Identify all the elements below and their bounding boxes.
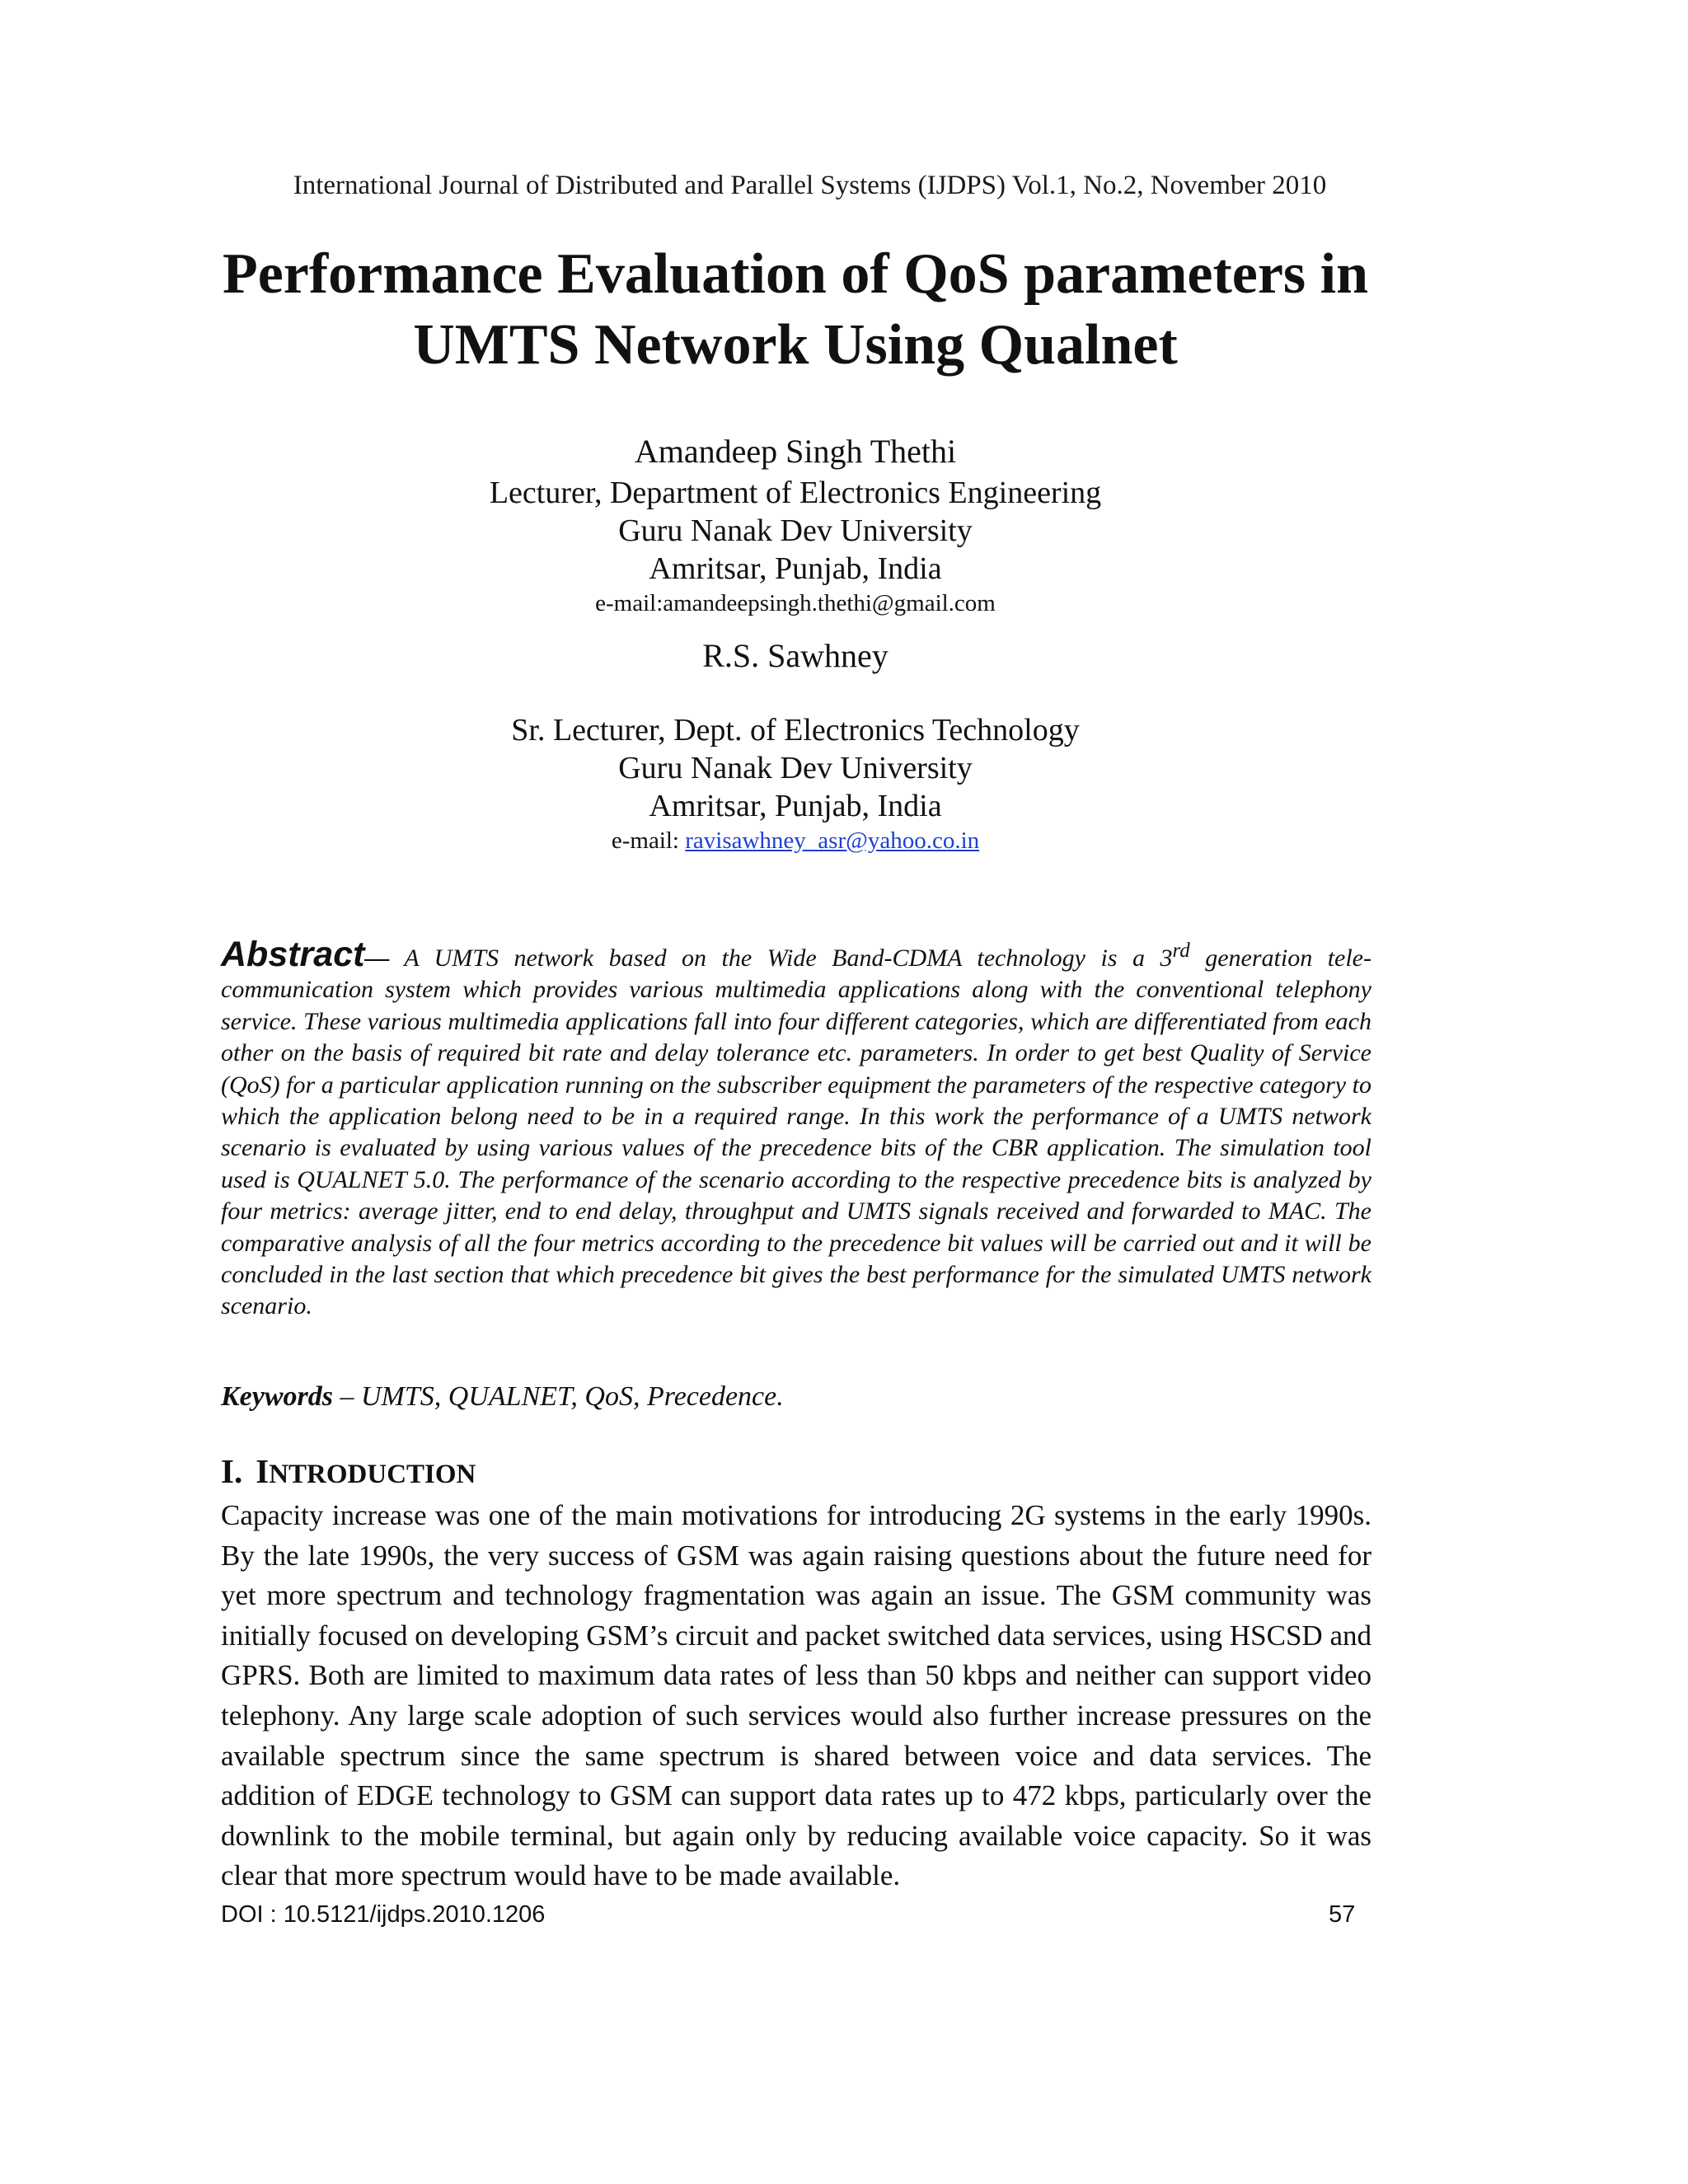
paper-title	[0, 239, 1591, 381]
author-2-position: Sr. Lecturer, Dept. of Electronics Technology	[511, 713, 1080, 748]
footer-doi: DOI : 10.5121/ijdps.2010.1206	[221, 1901, 546, 1928]
author-1	[0, 433, 1591, 619]
author-block	[0, 433, 1591, 856]
author-2-university: Guru Nanak Dev University	[618, 751, 973, 785]
abstract-text-continued: generation tele-communication system which provides various multimedia applications along with the conventional telephony service. These various multimedia applications fall into four different categories, which are differentiated from each other on the basis of required bit rate and delay tolerance etc. parameters. In order to get best Quality of Service (QoS) for a particular application running on the subscriber equipment the parameters of the respective category to which the application belong need to be in a required range. In this work the performance of a UMTS network scenario is evaluated by using various values of the precedence bits of the CBR application. The simulation tool used is QUALNET 5.0. The performance of the scenario according to the respective precedence bits is analyzed by four metrics: average jitter, end to end delay, throughput and UMTS signals received and forwarded to MAC. The comparative analysis of all the four metrics according to the precedence bit values will be carried out and it will be concluded in the last section that which precedence bit gives the best performance for the simulated UMTS network scenario.	[221, 944, 1372, 1320]
author-1-location: Amritsar, Punjab, India	[649, 551, 942, 586]
author-2-name: R.S. Sawhney	[702, 637, 889, 674]
author-1-university: Guru Nanak Dev University	[618, 513, 973, 548]
author-2	[0, 637, 1591, 856]
author-2-location: Amritsar, Punjab, India	[649, 789, 942, 823]
journal-header: International Journal of Distributed and Parallel Systems (IJDPS) Vol.1, No.2, November 2010	[293, 171, 1327, 200]
section-heading-rest: NTRODUCTION	[269, 1460, 476, 1489]
introduction-paragraph: Capacity increase was one of the main motivations for introducing 2G systems in the early 1990s. By the late 1990s, the very success of GSM was again raising questions about the future need for yet more spectrum and technology fragmentation was again an issue. The GSM community was initially focused on developing GSM’s circuit and packet switched data services, using HSCSD and GPRS. Both are limited to maximum data rates of less than 50 kbps and neither can support video telephony. Any large scale adoption of such services would also further increase pressures on the available spectrum since the same spectrum is shared between voice and data services. The addition of EDGE technology to GSM can support data rates up to 472 kbps, particularly over the downlink to the mobile terminal, but again only by reducing available voice capacity. So it was clear that more spectrum would have to be made available.	[221, 1499, 1372, 1892]
section-heading-initial: I	[256, 1452, 270, 1490]
abstract-label: Abstract	[221, 935, 365, 974]
keywords	[221, 1380, 1372, 1413]
author-1-email: e-mail:amandeepsingh.thethi@gmail.com	[595, 590, 996, 616]
author-2-email	[0, 825, 1591, 856]
author-2-email-prefix: e-mail:	[611, 827, 686, 854]
page-number: 57	[1329, 1901, 1356, 1928]
abstract-text: A UMTS network based on the Wide Band-CDMA technology is a 3	[389, 944, 1173, 972]
section-number: I.	[221, 1452, 243, 1490]
paper-title-line-1: Performance Evaluation of QoS parameters in	[222, 242, 1369, 306]
section-heading-introduction	[221, 1451, 476, 1495]
paper-title-line-2: UMTS Network Using Qualnet	[413, 313, 1178, 377]
author-1-position: Lecturer, Department of Electronics Engineering	[489, 476, 1102, 510]
author-2-email-link[interactable]: ravisawhney_asr@yahoo.co.in	[685, 827, 980, 854]
keywords-list: – UMTS, QUALNET, QoS, Precedence.	[333, 1381, 784, 1412]
abstract-superscript: rd	[1172, 940, 1190, 962]
author-1-name: Amandeep Singh Thethi	[634, 433, 957, 470]
keywords-label: Keywords	[221, 1381, 333, 1412]
abstract-dash: —	[364, 944, 390, 972]
abstract	[221, 935, 1372, 1323]
